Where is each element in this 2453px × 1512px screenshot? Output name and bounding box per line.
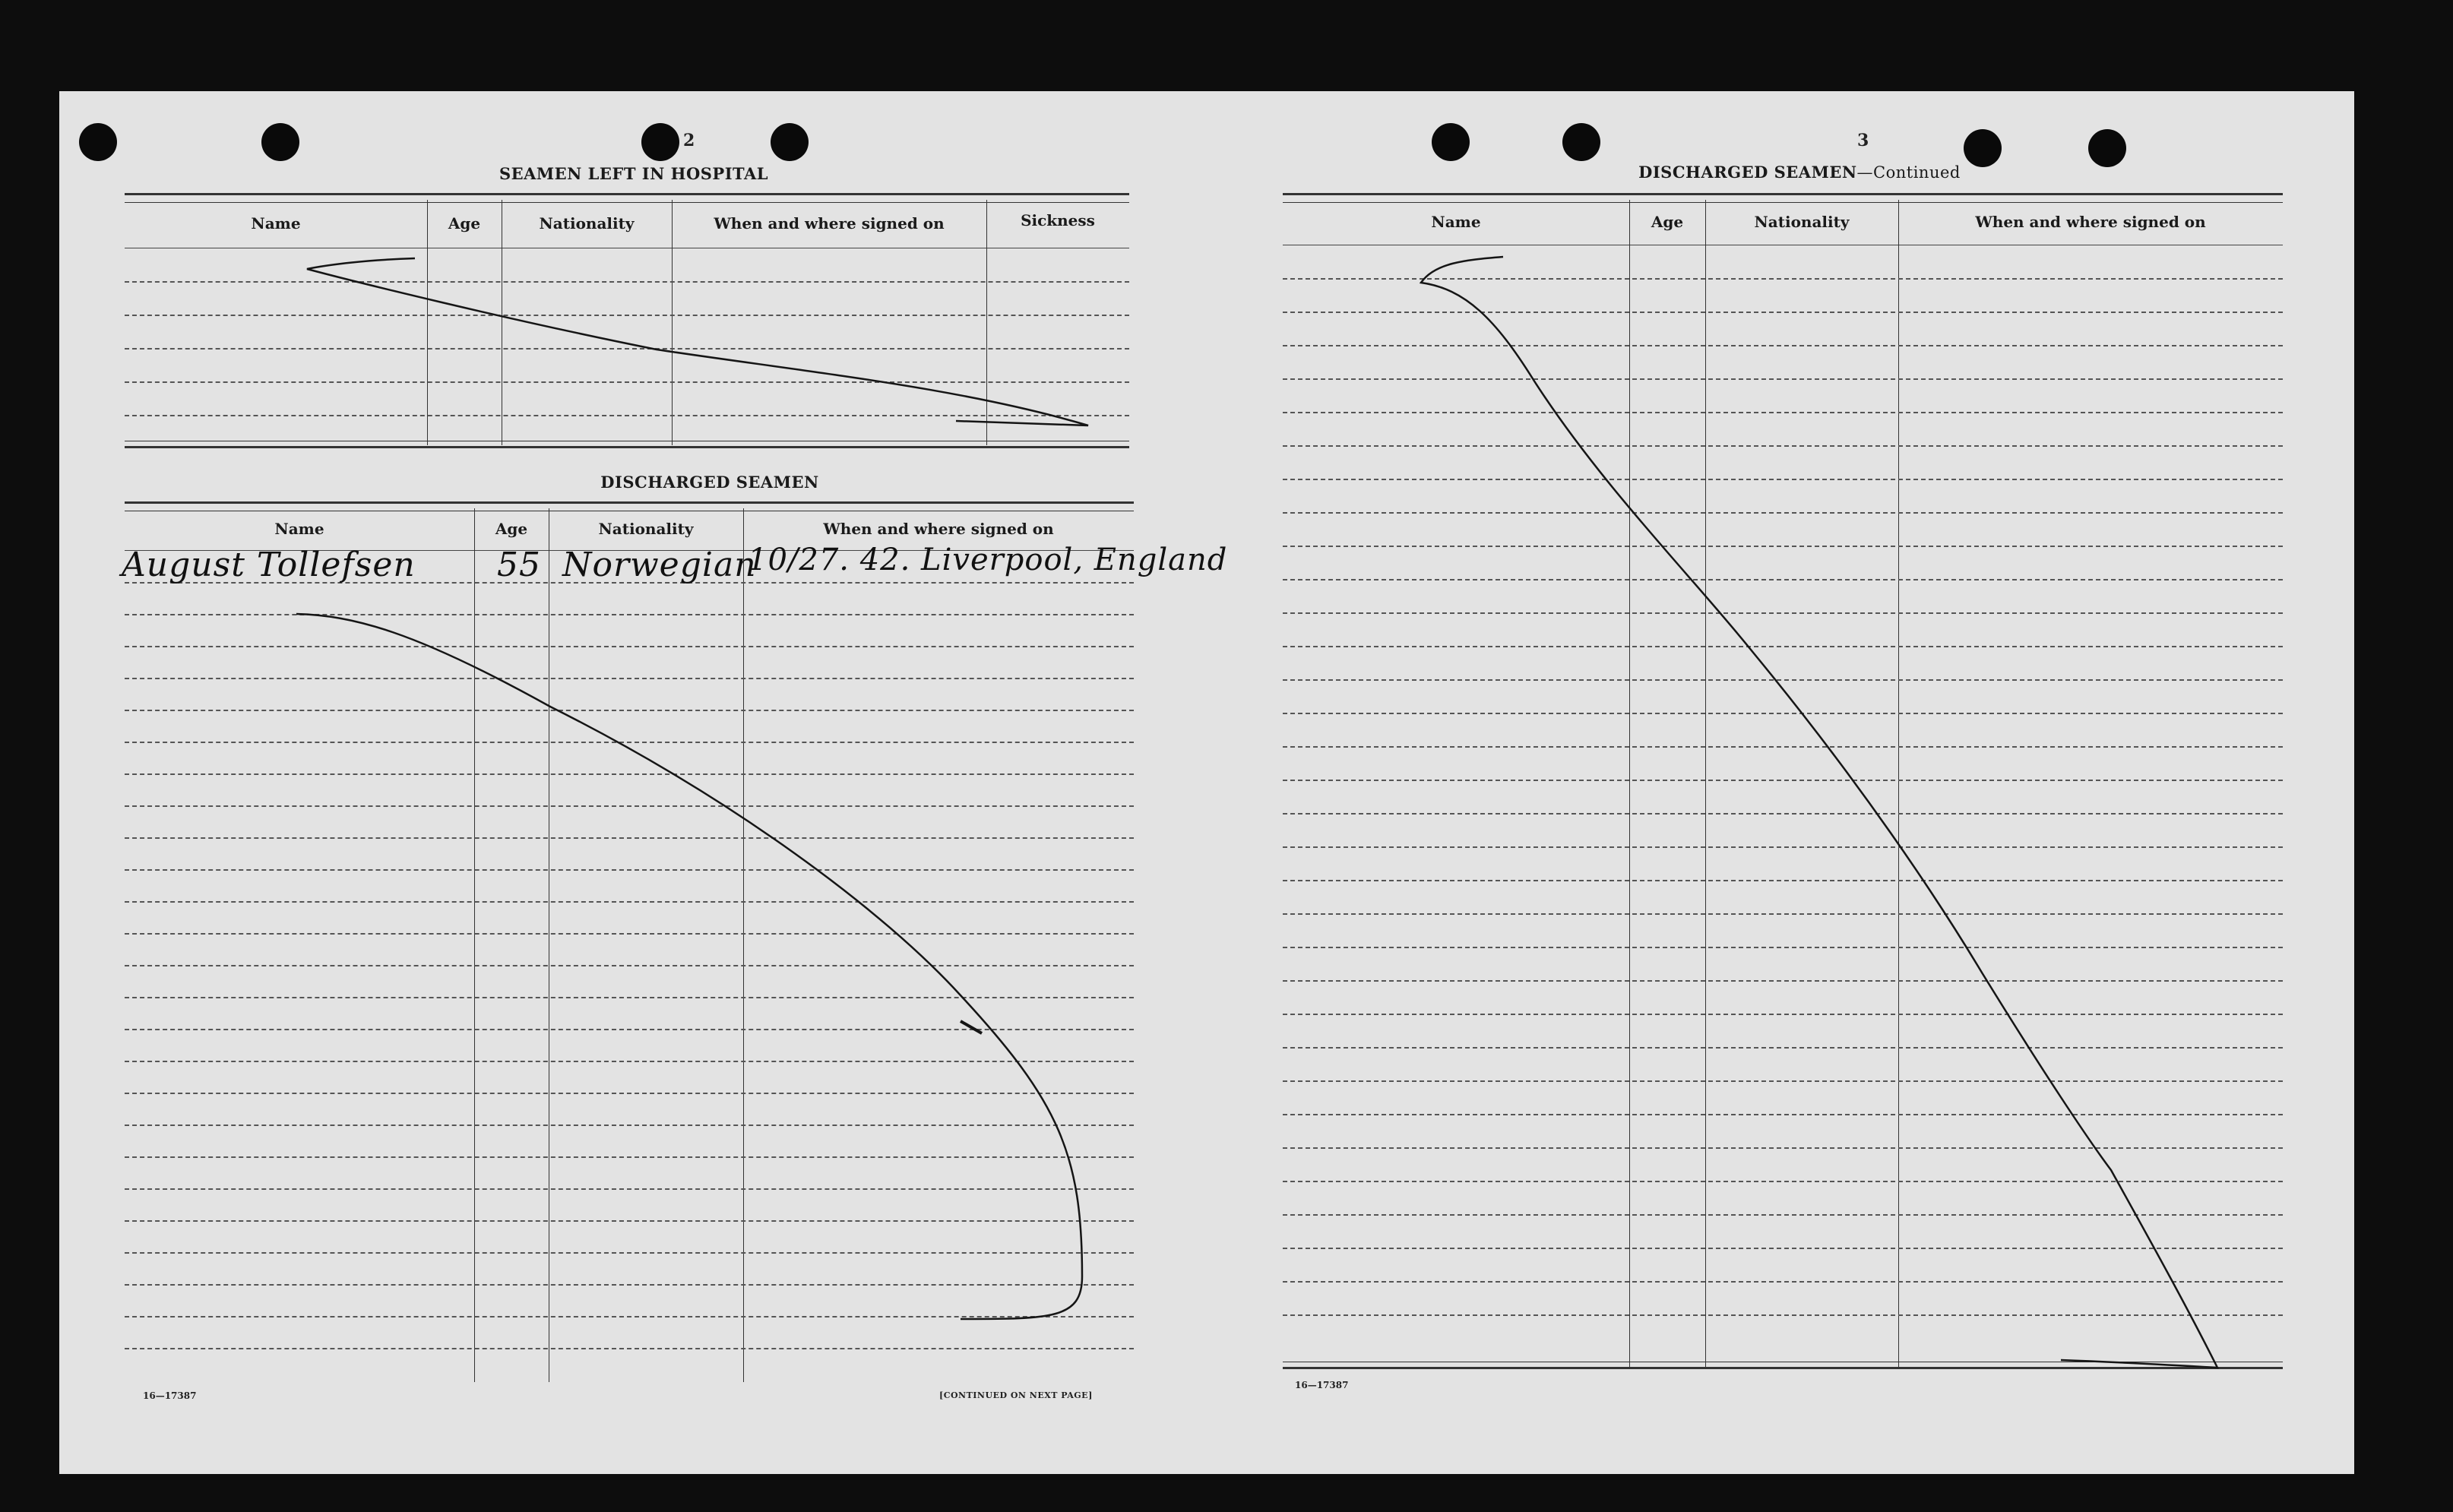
cancellation-stroke: [125, 91, 1264, 1474]
col-signed-on: When and where signed on: [823, 520, 1054, 538]
form-number: 16—17387: [143, 1390, 197, 1401]
form-number: 16—17387: [1295, 1380, 1349, 1390]
section-title-text: DISCHARGED SEAMEN: [1638, 163, 1857, 182]
col-age: Age: [448, 214, 481, 232]
left-page: [122, 91, 1228, 1474]
register-sheet: [59, 91, 2354, 1474]
entry-signed-on: 10/27. 42. Liverpool, England: [748, 542, 1228, 577]
col-signed-on: When and where signed on: [1975, 213, 2206, 231]
col-age: Age: [495, 520, 528, 538]
page-number: 2: [683, 131, 695, 150]
continued-note: [CONTINUED ON NEXT PAGE]: [939, 1390, 1093, 1400]
col-name: Name: [1431, 213, 1481, 231]
cancellation-stroke: [1283, 91, 2354, 1474]
hospital-section-title: SEAMEN LEFT IN HOSPITAL: [499, 164, 769, 183]
page-number: 3: [1857, 131, 1869, 150]
punch-hole: [79, 123, 117, 161]
col-age: Age: [1651, 213, 1684, 231]
col-nationality: Nationality: [539, 214, 635, 232]
entry-nationality: Norwegian: [562, 546, 757, 584]
right-page: [1283, 91, 2354, 1474]
entry-age: 55: [497, 546, 541, 584]
col-nationality: Nationality: [1754, 213, 1850, 231]
col-signed-on: When and where signed on: [714, 214, 945, 232]
entry-name: August Tollefsen: [122, 546, 416, 584]
col-name: Name: [274, 520, 324, 538]
discharged-section-title: DISCHARGED SEAMEN: [600, 473, 819, 492]
col-name: Name: [251, 214, 301, 232]
col-nationality: Nationality: [598, 520, 694, 538]
section-title-suffix: —Continued: [1856, 163, 1961, 182]
col-sickness: Sickness: [1021, 211, 1095, 229]
